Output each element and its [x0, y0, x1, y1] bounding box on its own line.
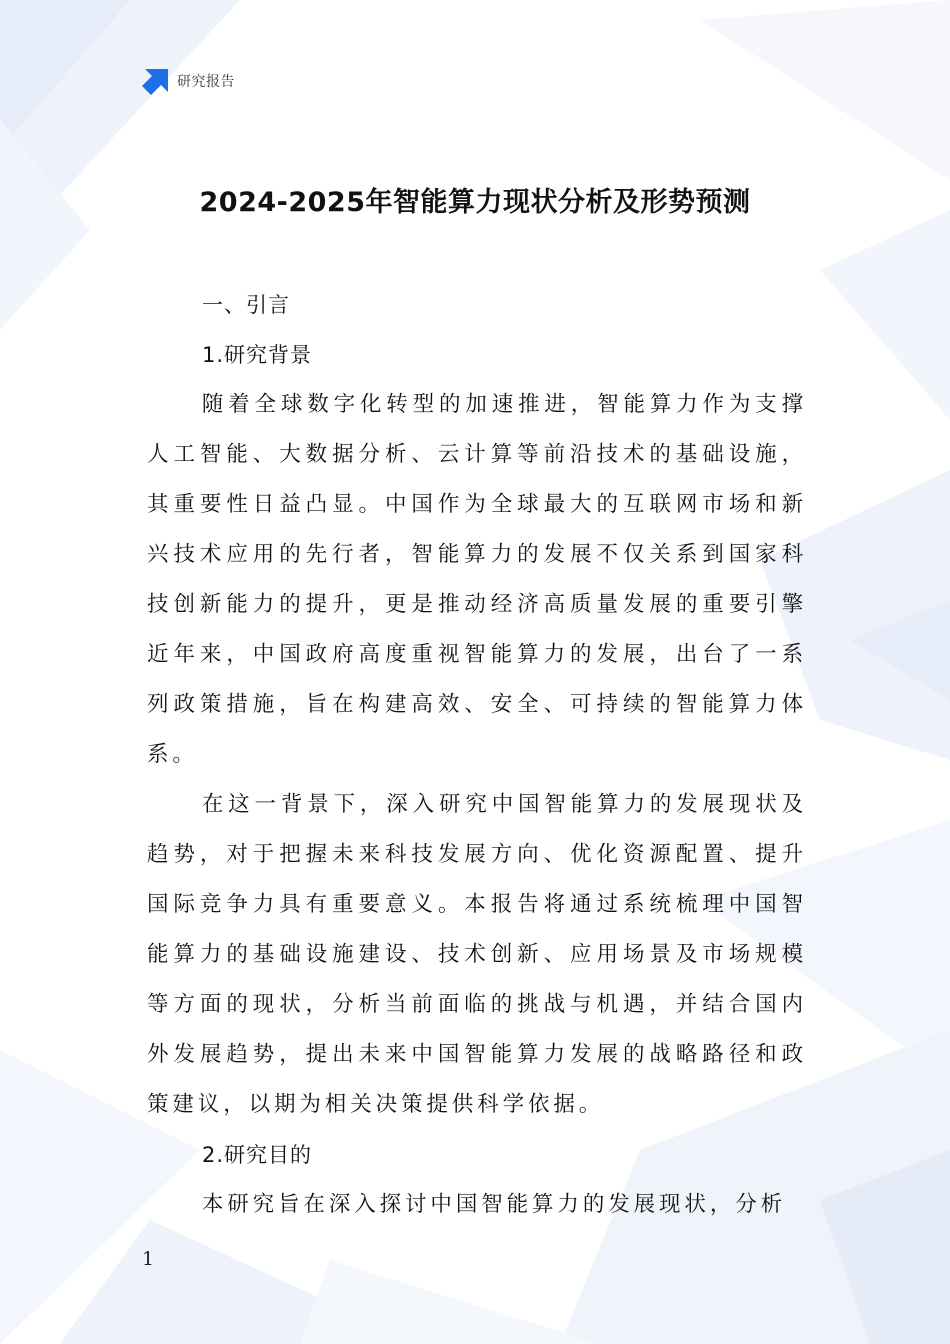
report-header — [142, 68, 235, 94]
document-body — [147, 280, 807, 1230]
body-paragraph: 随着全球数字化转型的加速推进，智能算力作为支撑人工智能、大数据分析、云计算等前沿技术的基础设施，其重要性日益凸显。中国作为全球最大的互联网市场和新兴技术应用的先行者，智能算力的发展不仅关系到国家科技创新能力的提升，更是推动经济高质量发展的重要引擎近年来，中国政府高度重视智能算力的发展，出台了一系列政策措施，旨在构建高效、安全、可持续的智能算力体系。 — [147, 392, 807, 767]
report-type-label: 研究报告 — [177, 74, 235, 90]
section-heading: 一、引言 — [202, 293, 290, 317]
body-paragraph: 本研究旨在深入探讨中国智能算力的发展现状，分析 — [201, 1192, 787, 1217]
subsection-heading: 1.研究背景 — [202, 343, 313, 367]
page-number: 1 — [142, 1248, 155, 1270]
arrow-up-right-icon — [142, 67, 170, 95]
body-paragraph: 在这一背景下，深入研究中国智能算力的发展现状及趋势，对于把握未来科技发展方向、优化资源配置、提升国际竞争力具有重要意义。本报告将通过系统梳理中国智能算力的基础设施建设、技术创新、应用场景及市场规模等方面的现状，分析当前面临的挑战与机遇，并结合国内外发展趋势，提出未来中国智能算力发展的战略路径和政策建议，以期为相关决策提供科学依据。 — [147, 792, 807, 1117]
document-title: 2024-2025年智能算力现状分析及形势预测 — [199, 187, 751, 218]
subsection-heading: 2.研究目的 — [202, 1143, 313, 1167]
